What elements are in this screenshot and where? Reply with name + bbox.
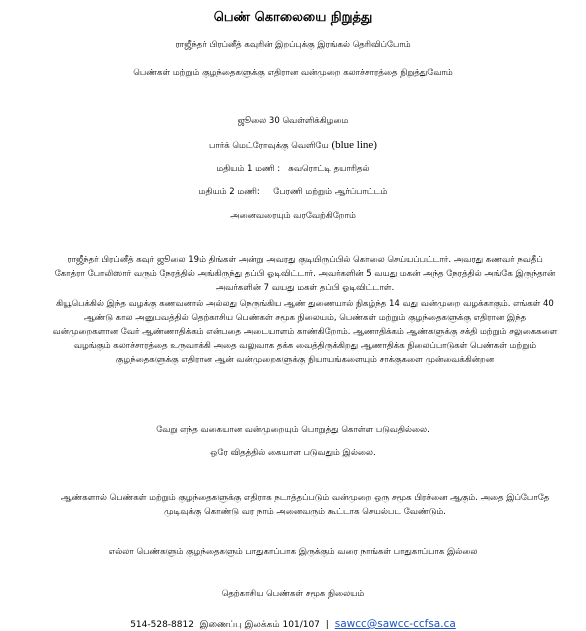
event-welcome: அனைவரையும் வரவேற்கிறோம்	[230, 211, 356, 221]
time-1-text: சுவரொட்டி தயாரிதல்	[288, 164, 370, 174]
time-1-label: மதியம் 1 மணி :	[216, 164, 281, 174]
page-title: பெண் கொலையை நிறுத்து	[213, 10, 373, 25]
event-date: ஜூலை 30 வெள்ளிக்கிழமை	[237, 116, 349, 126]
contact-email-link[interactable]: sawcc@sawcc-ccfsa.ca	[334, 618, 456, 630]
subtitle-condolence: ராஜீந்தர் பிரப்னீத் கவுரின் இறப்புக்கு இரங்கல் தெரிவிப்போம்	[175, 40, 411, 50]
paragraph-social-problem: ஆண்களால் பெண்கள் மற்றும் குழந்தைகளுக்கு எதிராக நடாத்தப்படும் வன்முறை ஒரு சமூக பிரச்னை ஆகும். அதை இப்போதே முடிவுக்கு கொண்டு வர நாம் அனைவரும் கூட்டாக செயல்பட வேண்டும்.	[60, 493, 550, 517]
contact-separator: |	[325, 620, 329, 630]
paragraph-not-treated-same: ஒரே விதத்தில் கையாள படுவதும் இல்லை.	[210, 448, 376, 458]
event-location-tamil: பார்க் மெட்ரோவுக்கு வெளியே	[209, 141, 329, 151]
event-location-line: (blue line)	[331, 139, 377, 151]
paragraph-no-tolerance: வேறு எந்த வகையான வன்முறையும் பொறுத்து கொள்ள படுவதில்லை.	[156, 425, 430, 435]
subtitle-stop-violence: பெண்கள் மற்றும் குழந்தைகளுக்கு எதிரான வன்முறை கலாச்சாரத்தை நிறுத்துவோம்	[133, 68, 453, 78]
paragraph-patriarchy: கியூபெக்கில் இந்த வழக்கு கணவனால் அல்லது நெருங்கிய ஆண் துணையால் நிகழ்ந்த 14 வது வன்முறை வழக்காகும். எங்கள் 40 ஆண்டு கால அனுபவத்தில் தெற்காசிய பெண்கள் சமூக நிலையம், பெண்கள் மற்றும் குழந்தைகளுக்கு எதிரான இந்த வன்முறைகளான வேர் ஆண்ணாதிக்கம் என்பதை அடையாளம் காண்கிறோம். ஆணாதிக்கம் ஆண்களுக்கு சக்தி மற்றும் சலுகைகளை வழங்கும் கலாச்சாரத்தை உருவாக்கி அதை வலுவாக தக்க வைத்திருக்கிறது ஆணாதிக்க நிலைப்பாடுகள் பெண்கள் மற்றும் குழந்தைகளுக்கு எதிரான ஆன் வன்முறைகளுக்கு நியாயங்களையும் சாக்குகளை முன்வைக்கின்றன	[52, 299, 558, 365]
paragraph-incident: ராஜீந்தர் பிரப்னீத் கவுர் ஜூலை 19ம் திங்கள் அன்று அவரது குடியிருப்பில் கொலை செய்யப்பட்டார். அவரது கணவர் நவதீப் கோத்ரா போலிஸார் வரும் நேரத்தில் அங்கிருந்து தப்பி ஓடிவிட்டார். அவர்களின் 5 வயது மகன் அந்த நேரத்தில் அங்கே இருந்தான் அவர்களின் 7 வயது மகள் தப்பி ஓடிவிட்டாள்.	[54, 255, 556, 293]
event-time-2	[0, 187, 586, 198]
contact-extension: இணைப்பு இலக்கம் 101/107	[199, 620, 320, 630]
event-time-1	[0, 164, 586, 175]
paragraph-safety: எல்லா பெண்களும் குழந்தைகளும் பாதுகாப்பாக இருக்கும் வரை நாங்கள் பாதுகாப்பாக இல்லை	[108, 547, 478, 557]
organization-name: தெற்காசிய பெண்கள் சமூக நிலையம்	[221, 589, 365, 599]
time-2-label: மதியம் 2 மணி:	[198, 187, 260, 197]
contact-phone: 514-528-8812	[130, 620, 194, 630]
contact-line	[0, 618, 586, 631]
time-2-text: பேரணி மற்றும் ஆர்ப்பாட்டம்	[273, 187, 388, 197]
event-location	[0, 139, 586, 152]
